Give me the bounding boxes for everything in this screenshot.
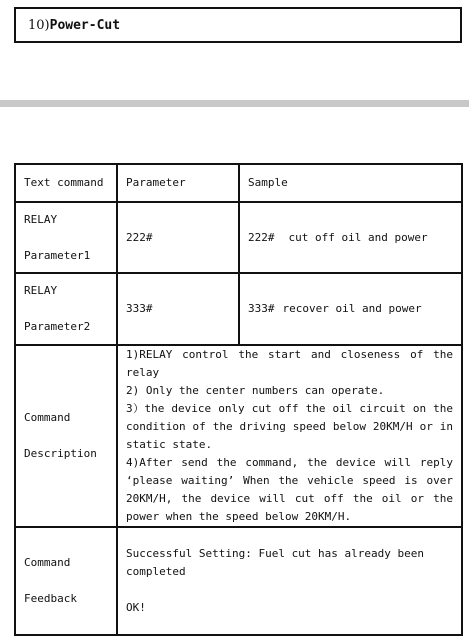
description-label-cell xyxy=(15,345,117,527)
section-heading xyxy=(14,7,462,43)
feedback-label-cell xyxy=(15,527,117,635)
description-label-2: Description xyxy=(24,447,97,460)
description-line-1: 1)RELAY control the start and closeness of the relay xyxy=(126,348,453,379)
description-label-1: Command xyxy=(24,411,71,424)
feedback-text-cell xyxy=(117,527,462,635)
sample-text: cut off oil and power xyxy=(288,230,428,244)
command-param: Parameter2 xyxy=(24,320,91,333)
feedback-label-1: Command xyxy=(24,556,71,569)
feedback-row xyxy=(15,527,462,635)
table-row xyxy=(15,273,462,345)
sample-text: recover oil and power xyxy=(282,302,422,315)
page-divider xyxy=(0,100,469,107)
description-line-3: 3）the device only cut off the oil circuit on the condition of the driving speed below 20KM/H or in static state. xyxy=(126,402,453,451)
feedback-line-2: OK! xyxy=(126,601,146,614)
command-name: RELAY xyxy=(24,284,58,297)
parameter-cell: 333# xyxy=(117,273,239,345)
sample-code: 333# xyxy=(248,302,275,315)
feedback-line-1: Successful Setting: Fuel cut has already been completed xyxy=(126,547,425,578)
header-text-command: Text command xyxy=(15,164,117,202)
command-table xyxy=(14,163,463,636)
command-cell xyxy=(15,273,117,345)
command-cell xyxy=(15,202,117,273)
header-sample: Sample xyxy=(239,164,462,202)
header-parameter: Parameter xyxy=(117,164,239,202)
table-header-row xyxy=(15,164,462,202)
description-line-2: 2) Only the center numbers can operate. xyxy=(126,384,385,397)
table-row xyxy=(15,202,462,273)
section-number: 10) xyxy=(28,17,50,33)
command-param: Parameter1 xyxy=(24,248,91,262)
parameter-cell: 222# xyxy=(117,202,239,273)
description-line-4: 4)After send the command, the device will reply ‘please waiting’ When the vehicle speed is over 20KM/H, the device will cut off the oil or the power when the speed below 20KM/H. xyxy=(126,456,453,523)
sample-cell xyxy=(239,273,462,345)
section-title: Power-Cut xyxy=(49,17,121,33)
sample-code: 222# xyxy=(248,230,275,244)
description-text-cell xyxy=(117,345,462,527)
sample-cell xyxy=(239,202,462,273)
description-row xyxy=(15,345,462,527)
feedback-label-2: Feedback xyxy=(24,592,77,605)
command-name: RELAY xyxy=(24,212,58,226)
